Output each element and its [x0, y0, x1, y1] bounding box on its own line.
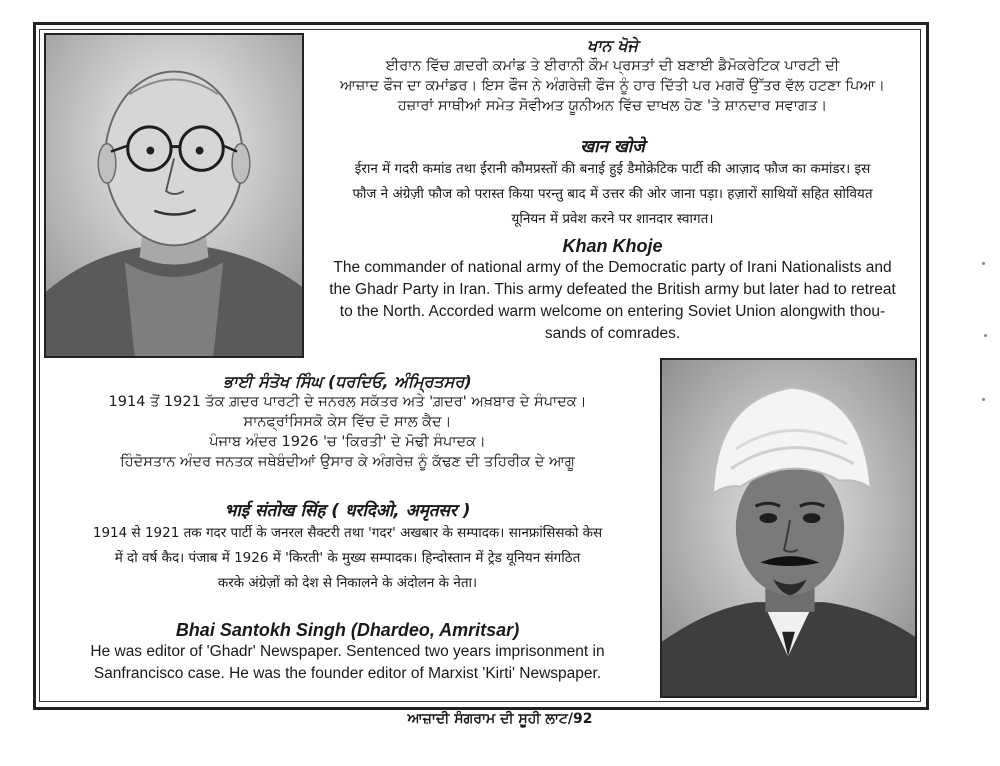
- khan-khoje-punjabi-block: [305, 36, 920, 116]
- santokh-singh-hindi-title: भाई संतोख सिंह ( धरदिओ, अमृतसर ): [224, 501, 471, 521]
- santokh-singh-punjabi-title: ਭਾਈ ਸੰਤੋਖ ਸਿੰਘ (ਧਰਦਿਓ, ਅੰਮ੍ਰਿਤਸਰ): [223, 372, 472, 391]
- santokh-singh-portrait: [660, 358, 917, 698]
- santokh-singh-punjabi-block: [40, 372, 655, 472]
- scan-speck: [982, 398, 985, 401]
- khan-khoje-english-title: Khan Khoje: [562, 236, 663, 256]
- khan-khoje-hindi-title: खान खोजे: [580, 137, 645, 157]
- khan-khoje-hindi-block: [305, 134, 920, 232]
- english-line: the Ghadr Party in Iran. This army defeated the British army but later had to retreat: [329, 281, 896, 298]
- english-line: Sanfrancisco case. He was the founder editor of Marxist 'Kirti' Newspaper.: [93, 665, 602, 682]
- punjabi-line: ਹਿੰਦੋਸਤਾਨ ਅੰਦਰ ਜਨਤਕ ਜਥੇਬੰਦੀਆਂ ਉਸਾਰ ਕੇ ਅੰਗਰੇਜ਼ ਨੂੰ ਕੱਢਣ ਦੀ ਤਹਿਰੀਕ ਦੇ ਆਗੂ: [120, 454, 575, 470]
- english-line: sands of comrades.: [544, 325, 681, 342]
- punjabi-line: ਈਰਾਨ ਵਿੱਚ ਗ਼ਦਰੀ ਕਮਾਂਡ ਤੇ ਈਰਾਨੀ ਕੌਮ ਪ੍ਰਸਤਾਂ ਦੀ ਬਣਾਈ ਡੈਮੋਕਰੇਟਿਕ ਪਾਰਟੀ ਦੀ: [385, 58, 840, 74]
- english-line: He was editor of 'Ghadr' Newspaper. Sentenced two years imprisonment in: [90, 643, 605, 660]
- hindi-line: में दो वर्ष कैद। पंजाब में 1926 में 'किरती' के मुख्य सम्पादक। हिन्दोस्तान में ट्रेड यूनियन संगठित: [114, 550, 581, 566]
- hindi-line: करके अंग्रेज़ों को देश से निकालने के अंदोलन के नेता।: [217, 575, 478, 591]
- punjabi-line: ਸਾਨਫ੍ਰਾਂਸਿਸਕੋ ਕੇਸ ਵਿੱਚ ਦੋ ਸਾਲ ਕੈਦ।: [243, 414, 452, 430]
- english-line: The commander of national army of the Democratic party of Irani Nationalists and: [333, 259, 892, 276]
- khan-khoje-portrait: [44, 33, 304, 358]
- hindi-line: यूनियन में प्रवेश करने पर शानदार स्वागत।: [511, 211, 714, 227]
- hindi-line: 1914 से 1921 तक गदर पार्टी के जनरल सैक्टरी तथा 'गदर' अखबार के सम्पादक। सानफ्रांसिसको केस: [92, 525, 603, 541]
- punjabi-line: 1914 ਤੋਂ 1921 ਤੱਕ ਗ਼ਦਰ ਪਾਰਟੀ ਦੇ ਜਨਰਲ ਸਕੱਤਰ ਅਤੇ 'ਗ਼ਦਰ' ਅਖ਼ਬਾਰ ਦੇ ਸੰਪਾਦਕ।: [108, 394, 587, 410]
- santokh-singh-english-title: Bhai Santokh Singh (Dhardeo, Amritsar): [175, 620, 520, 640]
- english-line: to the North. Accorded warm welcome on entering Soviet Union alongwith thou-: [339, 303, 886, 320]
- scan-speck: [984, 334, 987, 337]
- scan-speck: [982, 262, 985, 265]
- santokh-singh-english-block: [40, 620, 655, 685]
- khan-khoje-punjabi-title: ਖਾਨ ਖੋਜੇ: [587, 36, 638, 55]
- punjabi-line: ਆਜ਼ਾਦ ਫੌਜ ਦਾ ਕਮਾਂਡਰ। ਇਸ ਫੌਜ ਨੇ ਅੰਗਰੇਜ਼ੀ ਫੌਜ ਨੂੰ ਹਾਰ ਦਿੱਤੀ ਪਰ ਮਗਰੋਂ ਉੱਤਰ ਵੱਲ ਹਟਣਾ ਪਿਆ।: [340, 78, 885, 94]
- punjabi-line: ਹਜ਼ਾਰਾਂ ਸਾਥੀਆਂ ਸਮੇਤ ਸੋਵੀਅਤ ਯੂਨੀਅਨ ਵਿੱਚ ਦਾਖਲ ਹੋਣ 'ਤੇ ਸ਼ਾਨਦਾਰ ਸਵਾਗਤ।: [397, 98, 828, 114]
- hindi-line: फौज ने अंग्रेज़ी फौज को परास्त किया परन्तु बाद में उत्तर की ओर जाना पड़ा। हज़ारों साथियों सहित सोवियत: [352, 186, 873, 202]
- punjabi-line: ਪੰਜਾਬ ਅੰਦਰ 1926 'ਚ 'ਕਿਰਤੀ' ਦੇ ਮੋਢੀ ਸੰਪਾਦਕ।: [209, 434, 486, 450]
- hindi-line: ईरान में गदरी कमांड तथा ईरानी कौमप्रस्तों की बनाई हुई डैमोक्रेटिक पार्टी की आज़ाद फौज का कमांडर। इस: [354, 161, 871, 177]
- page-footer: ਆਜ਼ਾਦੀ ਸੰਗਰਾਮ ਦੀ ਸੂਹੀ ਲਾਟ/92: [407, 711, 593, 727]
- khan-khoje-english-block: [305, 236, 920, 345]
- santokh-singh-hindi-block: [40, 498, 655, 596]
